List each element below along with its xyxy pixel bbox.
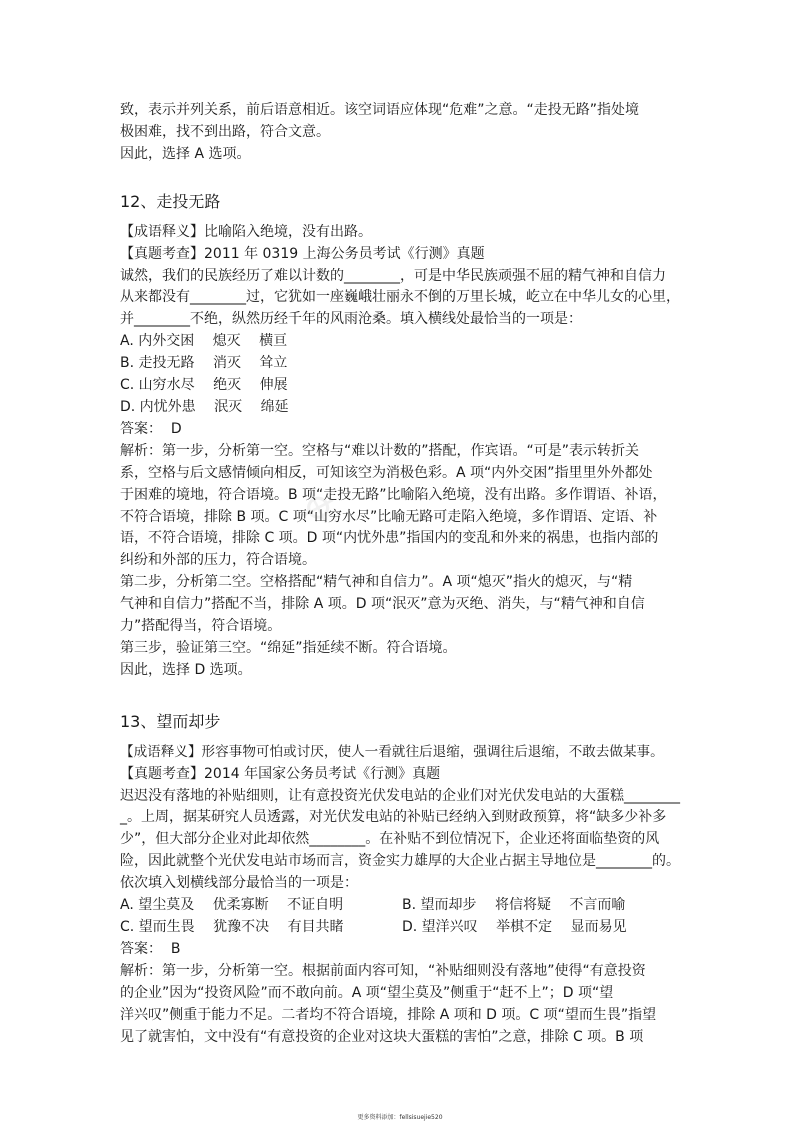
option-d: D. 内忧外患 泯灭 绵延 <box>120 398 289 415</box>
analysis-line: 不符合语境，排除 B 项。C 项“山穷水尽”比喻无路可走陷入绝境，多作谓语、定语、补 <box>120 508 658 525</box>
analysis-line: 语，不符合语境，排除 C 项。D 项“内忧外患”指国内的变乱和外来的祸患，也指内部的 <box>120 530 659 547</box>
option-b: B. 望而却步 将信将疑 不言而喻 <box>402 897 626 914</box>
analysis-line: 气神和自信力”搭配不当，排除 A 项。D 项“泯灭”意为灭绝、消失，与“精气神和自信 <box>120 596 645 613</box>
section-heading-12: 12、走投无路 <box>120 191 221 211</box>
question-line: 并________不绝，纵然历经千年的风雨沧桑。填入横线处最恰当的一项是： <box>120 311 582 328</box>
option-a: A. 内外交困 熄灭 横亘 <box>120 333 288 350</box>
exam-source: 【真题考查】2014 年国家公务员考试《行测》真题 <box>120 765 441 782</box>
intro-line: 极困难，找不到出路，符合文意。 <box>120 123 330 140</box>
analysis-line: 洋兴叹”侧重于能力不足。二者均不符合语境，排除 A 项和 D 项。C 项“望而生畏”指望 <box>120 1006 657 1023</box>
question-line: 险，因此就整个光伏发电站市场而言，资金实力雄厚的大企业占据主导地位是________的。 <box>120 853 680 870</box>
idiom-definition: 【成语释义】比喻陷入绝境，没有出路。 <box>120 223 372 240</box>
intro-line: 致，表示并列关系，前后语意相近。该空词语应体现“危难”之意。“走投无路”指处境 <box>120 102 640 118</box>
options-grid <box>120 895 685 939</box>
analysis-line: 于困难的境地，符合语境。B 项“走投无路”比喻陷入绝境，没有出路。多作谓语、补语， <box>120 486 667 503</box>
option-c: C. 山穷水尽 绝灭 伸展 <box>120 377 288 394</box>
document-content <box>120 100 685 1048</box>
analysis-line: 力”搭配得当，符合语境。 <box>120 618 282 635</box>
idiom-definition: 【成语释义】形容事物可怕或讨厌，使人一看就往后退缩，强调往后退缩，不敢去做某事。 <box>120 743 664 760</box>
analysis-line: 见了就害怕，文中没有“有意投资的企业对这块大蛋糕的害怕”之意，排除 C 项。B 项 <box>120 1028 644 1045</box>
question-line: 从来都没有________过，它犹如一座巍峨壮丽永不倒的万里长城，屹立在中华儿女的心里， <box>120 289 680 306</box>
analysis-line: 系，空格与后文感情倾向相反，可知该空为消极色彩。A 项“内外交困”指里里外外都处 <box>120 464 653 481</box>
analysis-line: 解析：第一步，分析第一空。空格与“难以计数的”搭配，作宾语。“可是”表示转折关 <box>120 442 640 459</box>
intro-line: 因此，选择 A 选项。 <box>120 145 251 162</box>
analysis-line: 第三步，验证第三空。“绵延”指延续不断。符合语境。 <box>120 639 457 656</box>
analysis-line: 因此，选择 D 选项。 <box>120 661 252 678</box>
watermark: ⌖ <box>284 464 356 550</box>
question-line: _。上周，据某研究人员透露，对光伏发电站的补贴已经纳入到财政预算，将“缺多少补多 <box>120 809 667 826</box>
analysis-line: 解析：第一步，分析第一空。根据前面内容可知，“补贴细则没有落地”使得“有意投资 <box>120 962 646 979</box>
question-line: 迟迟没有落地的补贴细则，让有意投资光伏发电站的企业们对光伏发电站的大蛋糕________ <box>120 787 680 804</box>
section-heading-13: 13、望而却步 <box>120 711 221 731</box>
option-b: B. 走投无路 消灭 耸立 <box>120 355 288 372</box>
question-line: 依次填入划横线部分最恰当的一项是： <box>120 875 358 892</box>
analysis-line: 第二步，分析第二空。空格搭配“精气神和自信力”。A 项“熄灭”指火的熄灭，与“精 <box>120 574 633 591</box>
analysis-line: 纠纷和外部的压力，符合语境。 <box>120 552 316 569</box>
question-line: 诚然，我们的民族经历了难以计数的________，可是中华民族顽强不屈的精气神和自信力 <box>120 267 666 284</box>
option-d: D. 望洋兴叹 举棋不定 显而易见 <box>402 919 627 935</box>
option-a: A. 望尘莫及 优柔寡断 不证自明 <box>120 897 344 914</box>
analysis-line: 的企业”因为“投资风险”而不敢向前。A 项“望尘莫及”侧重于“赶不上”；D 项“望 <box>120 984 614 1001</box>
answer: 答案： B <box>120 940 181 957</box>
page-footer: 更多资料添加：fellsisuejie520 <box>357 1114 443 1121</box>
question-line: 少”，但大部分企业对此却依然________。在补贴不到位情况下，企业还将面临垫资的风 <box>120 831 660 848</box>
exam-source: 【真题考查】2011 年 0319 上海公务员考试《行测》真题 <box>120 245 485 262</box>
answer: 答案： D <box>120 420 182 437</box>
option-c: C. 望而生畏 犹豫不决 有目共睹 <box>120 919 344 935</box>
